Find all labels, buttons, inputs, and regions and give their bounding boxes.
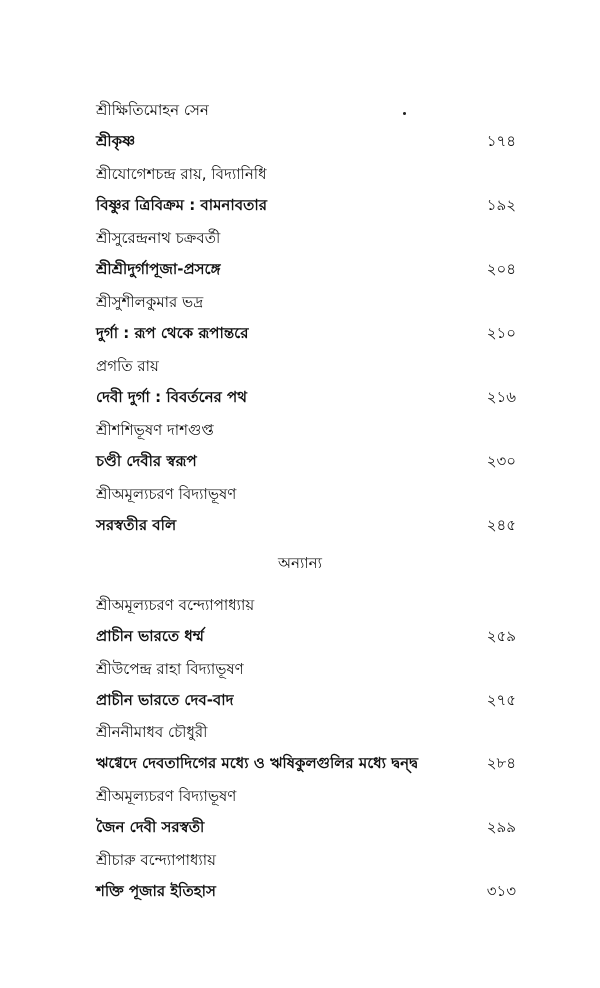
entry-title-row bbox=[96, 321, 516, 345]
entry-title-row bbox=[96, 257, 516, 281]
entry-author: শ্রীননীমাধব চৌধুরী bbox=[96, 723, 208, 741]
entry-author: শ্রীশশিভূষণ দাশগুপ্ত bbox=[96, 421, 214, 439]
entry-title: বিষ্ণুর ত্রিবিক্রম : বামনাবতার bbox=[96, 196, 267, 214]
entry-page-number: ২০৪ bbox=[486, 260, 516, 278]
entry-page-number: ২৫৯ bbox=[486, 627, 516, 645]
entry-page-number: ৩১৩ bbox=[486, 882, 516, 900]
toc-entry bbox=[96, 721, 516, 775]
entry-page-number: ২১০ bbox=[486, 324, 516, 342]
entry-author: শ্রীসুরেন্দ্রনাথ চক্রবর্তী bbox=[96, 229, 221, 247]
entry-title-row bbox=[96, 385, 516, 409]
entry-author: শ্রীঅমূল্যচরণ বিদ্যাভূষণ bbox=[96, 485, 237, 503]
entry-author: শ্রীঅমূল্যচরণ বিদ্যাভূষণ bbox=[96, 787, 237, 805]
entry-title: প্রাচীন ভারতে দেব-বাদ bbox=[96, 691, 234, 709]
entry-title-row bbox=[96, 624, 516, 648]
entry-page-number: ২৭৫ bbox=[486, 691, 516, 709]
entry-author: শ্রীচারু বন্দ্যোপাধ্যায় bbox=[96, 851, 216, 869]
entry-author: শ্রীযোগেশচন্দ্র রায়, বিদ্যানিধি bbox=[96, 165, 267, 183]
entry-title-row bbox=[96, 688, 516, 712]
entry-title-row bbox=[96, 193, 516, 217]
toc-entry bbox=[96, 594, 516, 648]
section-heading: অন্যান্য bbox=[278, 554, 322, 572]
entry-author: শ্রীউপেন্দ্র রাহা বিদ্যাভূষণ bbox=[96, 660, 244, 678]
entry-author: প্রগতি রায় bbox=[96, 357, 159, 375]
entry-page-number: ২৪৫ bbox=[486, 516, 516, 534]
toc-entry bbox=[96, 227, 516, 281]
entry-title: শক্তি পূজার ইতিহাস bbox=[96, 882, 216, 900]
entry-author: শ্রীক্ষিতিমোহন সেন bbox=[96, 101, 209, 119]
entry-title: চণ্ডী দেবীর স্বরূপ bbox=[96, 452, 197, 470]
entry-author: শ্রীঅমূল্যচরণ বন্দ্যোপাধ্যায় bbox=[96, 596, 255, 614]
toc-entry bbox=[96, 99, 516, 153]
entry-title: দুর্গা : রূপ থেকে রূপান্তরে bbox=[96, 324, 249, 342]
entry-title-row bbox=[96, 513, 516, 537]
entry-title: শ্রীকৃষ্ণ bbox=[96, 132, 136, 150]
entry-page-number: ২১৬ bbox=[486, 388, 516, 406]
toc-entry bbox=[96, 355, 516, 409]
toc-entry bbox=[96, 785, 516, 839]
toc-entry bbox=[96, 483, 516, 537]
entry-page-number: ১৯২ bbox=[486, 196, 516, 214]
entry-page-number: ২৯৯ bbox=[486, 818, 516, 836]
entry-title-row bbox=[96, 815, 516, 839]
toc-entry bbox=[96, 849, 516, 903]
entry-title: শ্রীশ্রীদুর্গাপূজা-প্রসঙ্গে bbox=[96, 260, 221, 278]
toc-entry bbox=[96, 163, 516, 217]
entry-title: ঋগ্বেদে দেবতাদিগের মধ্যে ও ঋষিকুলগুলির মধ্যে দ্বন্দ্ব bbox=[96, 754, 419, 772]
entry-title-row bbox=[96, 751, 516, 775]
entry-page-number: ২৮৪ bbox=[486, 754, 516, 772]
entry-page-number: ১৭৪ bbox=[486, 132, 516, 150]
entry-title-row bbox=[96, 879, 516, 903]
entry-title: জৈন দেবী সরস্বতী bbox=[96, 818, 205, 836]
entry-author: শ্রীসুশীলকুমার ভদ্র bbox=[96, 293, 204, 311]
toc-entry bbox=[96, 291, 516, 345]
entry-title-row bbox=[96, 449, 516, 473]
entry-title-row bbox=[96, 129, 516, 153]
entry-title: সরস্বতীর বলি bbox=[96, 516, 177, 534]
toc-entry bbox=[96, 658, 516, 712]
entry-title: দেবী দুর্গা : বিবর্তনের পথ bbox=[96, 388, 247, 406]
entry-page-number: ২৩০ bbox=[486, 452, 516, 470]
entry-title: প্রাচীন ভারতে ধর্ম্ম bbox=[96, 627, 204, 645]
toc-entry bbox=[96, 419, 516, 473]
